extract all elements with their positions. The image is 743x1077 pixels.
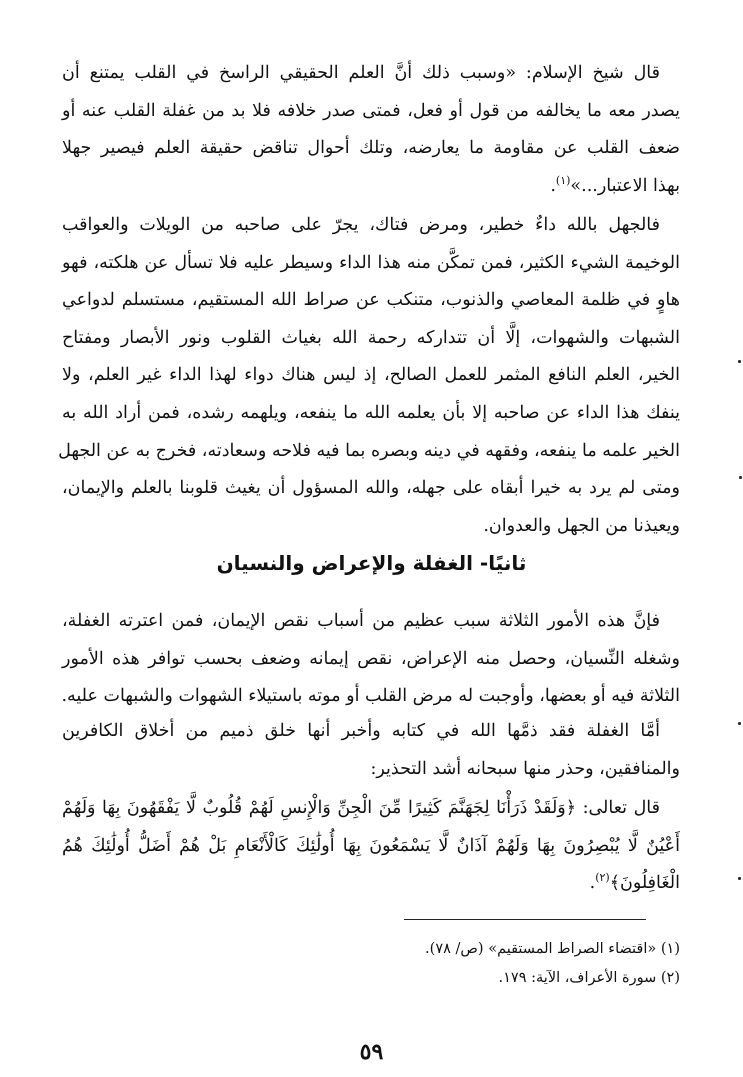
page-number: ٥٩ — [359, 1039, 384, 1065]
paragraph-line: ضعف القلب عن مقاومة ما يعارضه، وتلك أحوال تناقض حقيقة العلم فيصير جهلا — [62, 138, 680, 159]
paragraph-line-text: بهذا الاعتبار...» — [570, 175, 680, 196]
paragraph-line: ويعيذنا من الجهل والعدوان. — [483, 515, 680, 536]
paragraph-line: الخير، العلم النافع المثمر للعمل الصالح، إذ ليس هناك دواء لهذا الداء غير العلم، ولا — [62, 365, 680, 386]
paragraph-line: ينفك هذا الداء عن صاحبه إلا بأن يعلمه الله ما ينفعه، ويلهمه رشده، فمن أراد الله به — [62, 402, 680, 423]
paragraph-line: الشبهات والشهوات، إلَّا أن تتداركه رحمة الله بغياث القلوب ونور الأبصار ومفتاح — [62, 327, 680, 348]
paragraph-line: والمنافقين، وحذر منها سبحانه أشد التحذير: — [370, 758, 680, 779]
paragraph-line: أَعْيُنٌ لَّا يُبْصِرُونَ بِهَا وَلَهُمْ آذَانٌ لَّا يَسْمَعُونَ بِهَا أُولَٰئِكَ كَالْأَنْعَامِ بَلْ هُمْ أَضَلُّ أُولَٰئِكَ هُمُ — [62, 835, 680, 856]
paragraph-line: ومتى لم يرد به خيرا أبقاه على جهله، والله المسؤول أن يغيث قلوبنا بالعلم والإيمان، — [62, 478, 680, 499]
paragraph-line-text: الْغَافِلُونَ﴾ — [609, 873, 680, 894]
paragraph-line: الخير علمه ما ينفعه، وفقهه في دينه وبصره بما فيه فلاحه وسعادته، فخرج به عن الجهل — [58, 440, 680, 461]
footnote-mark: (١) — [555, 173, 571, 187]
paragraph-line: الوخيمة الشيء الكثير، فمن تمكَّن منه هذا الداء وسيطر عليه فلا تسأل عن هلكته، فهو — [62, 252, 680, 273]
paragraph-line: فالجهل بالله داءٌ خطير، ومرض فتاك، يجرّ على صاحبه من الويلات والعواقب — [62, 215, 660, 235]
scan-mark — [738, 360, 741, 363]
paragraph-line: وشغله النِّسيان، وحصل منه الإعراض، نقص إيمانه وضعف بحسب توافر هذه الأمور — [62, 648, 680, 669]
footnote-mark: (٢) — [595, 871, 610, 885]
paragraph-line: قال شيخ الإسلام: «وسبب ذلك أنَّ العلم الحقيقي الراسخ في القلب يمتنع أن — [62, 63, 660, 83]
paragraph-line: الثلاثة فيه أو بعضها، وأوجبت له مرض القلب أو موته باستيلاء الشهوات والشبهات عليه. — [61, 686, 680, 707]
body-paragraph — [62, 713, 680, 788]
body-paragraph — [58, 207, 680, 545]
scan-mark — [739, 476, 742, 479]
paragraph-line: قال تعالى: ﴿وَلَقَدْ ذَرَأْنَا لِجَهَنَّمَ كَثِيرًا مِّنَ الْجِنِّ وَالْإِنسِ لَهُمْ قُلُوبٌ لَّا يَفْقَهُونَ بِهَا وَلَهُمْ — [62, 798, 660, 818]
paragraph-line: بهذا الاعتبار...»$^{(١)}$. — [550, 173, 680, 196]
scan-mark — [738, 722, 741, 725]
paragraph-line: أمَّا الغفلة فقد ذمَّها الله في كتابه وأخبر أنها خلق ذميم من أخلاق الكافرين — [62, 721, 660, 741]
footnote: (٢) سورة الأعراف، الآية: ١٧٩. — [498, 970, 680, 986]
paragraph-line: فإنَّ هذه الأمور الثلاثة سبب عظيم من أسباب نقص الإيمان، فمن اعترته الغفلة، — [62, 611, 660, 631]
paragraph-line: الْغَافِلُونَ﴾$^{(٢)}$. — [589, 871, 680, 894]
paragraph-line: هاوٍ في ظلمة المعاصي والذنوب، متنكب عن صراط الله المستقيم، مستسلم لدواعي — [62, 290, 680, 311]
quote-paragraph — [62, 55, 680, 205]
body-paragraph — [62, 603, 680, 716]
paragraph-line: يصدر معه ما يخالفه من قول أو فعل، فمتى صدر خلافه فلا بد من غفلة القلب عنه أو — [62, 100, 680, 121]
footnote-separator — [404, 919, 646, 920]
footnote: (١) «اقتضاء الصراط المستقيم» (ص/ ٧٨). — [425, 941, 680, 957]
section-heading: ثانيًا- الغفلة والإعراض والنسيان — [216, 551, 527, 575]
scan-mark — [738, 877, 741, 880]
verse-paragraph — [62, 790, 680, 903]
